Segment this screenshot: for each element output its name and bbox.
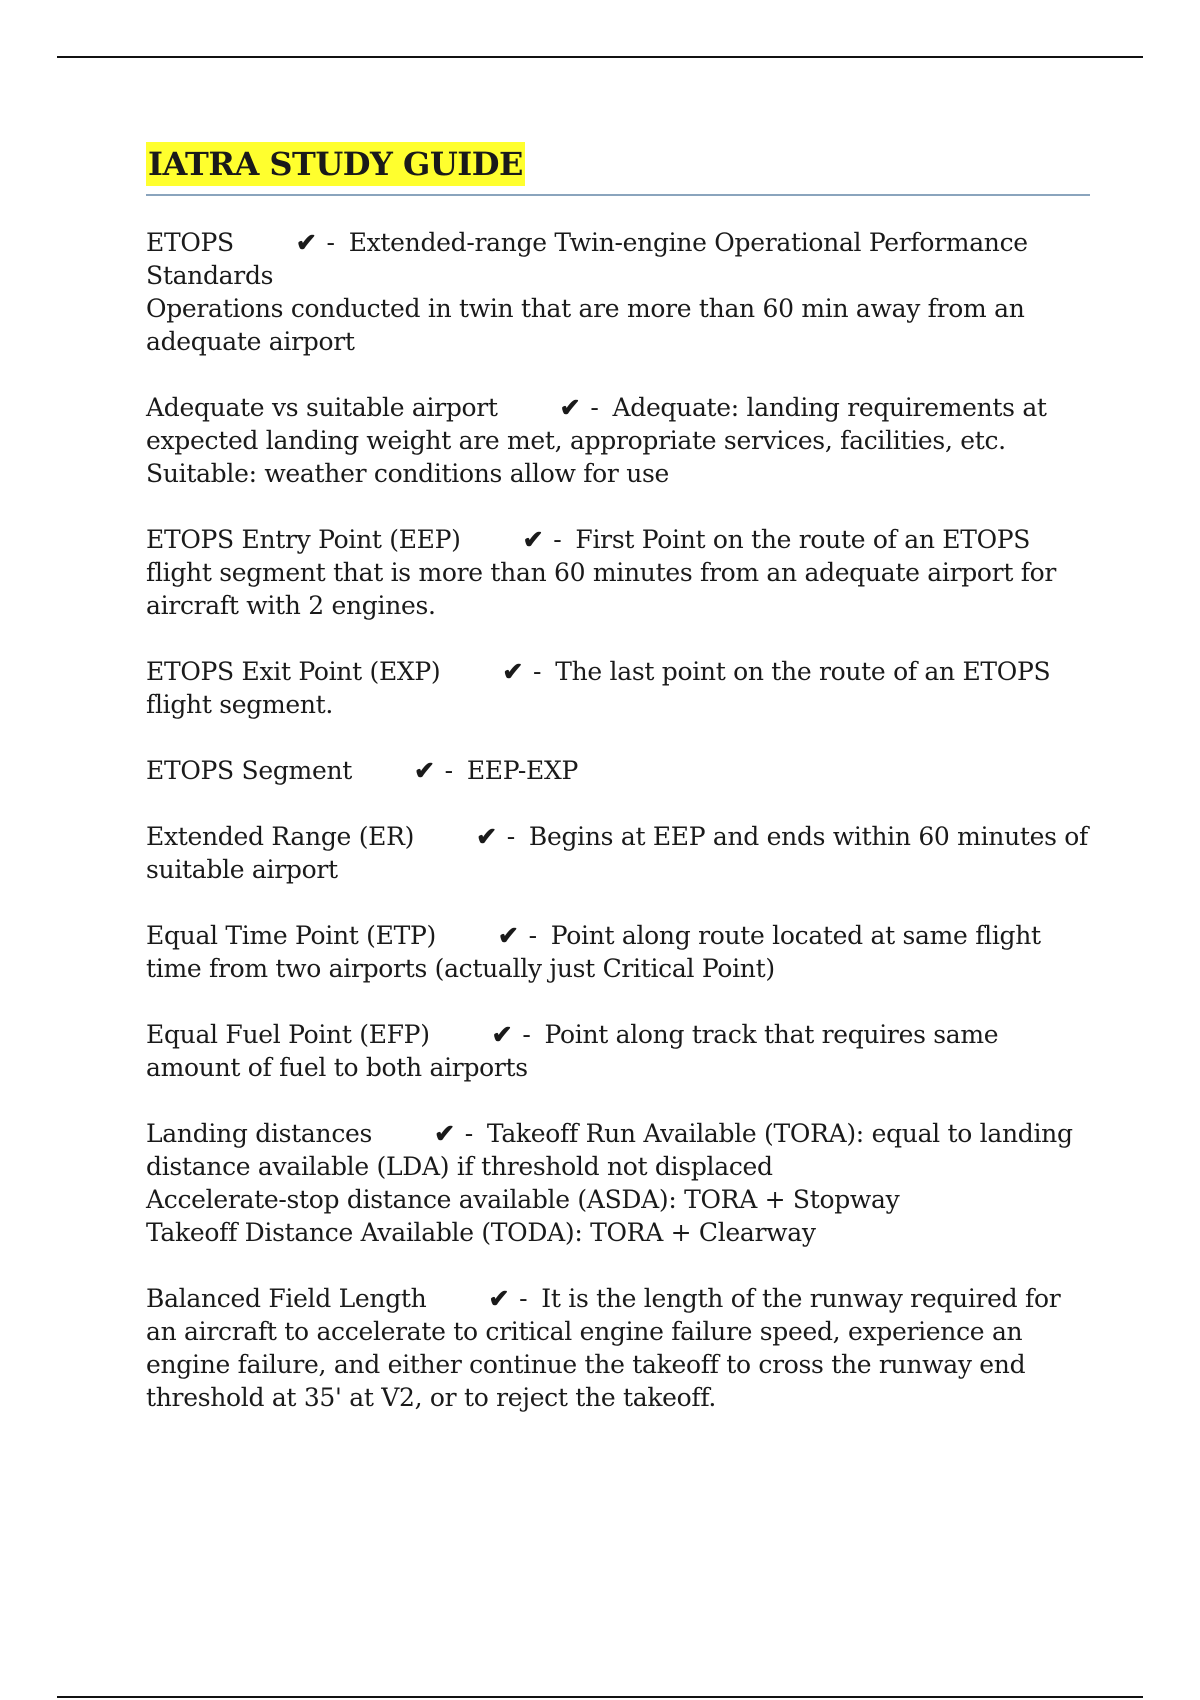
entry-term: Extended Range (ER) — [146, 822, 415, 851]
checkmark-icon: ✔ — [414, 756, 435, 785]
dash-symbol: - — [506, 822, 515, 851]
entry-term: Adequate vs suitable airport — [146, 393, 498, 422]
dash-symbol: - — [533, 657, 542, 686]
dash-symbol: - — [522, 1020, 531, 1049]
entry-definition: First Point on the route of an ETOPS flight segment that is more than 60 minutes from an adequate airport for aircraft with 2 engines. — [146, 525, 1057, 620]
glossary-entry — [146, 754, 1090, 787]
checkmark-icon: ✔ — [488, 1284, 510, 1313]
dash-symbol: - — [519, 1284, 528, 1313]
dash-symbol: - — [553, 525, 562, 554]
document-body — [146, 142, 1090, 1447]
entry-definition: Takeoff Run Available (TORA): equal to landing distance available (LDA) if threshold not displaced — [146, 1119, 1073, 1181]
checkmark-icon: ✔ — [559, 393, 581, 422]
entry-separator — [414, 754, 453, 787]
checkmark-icon: ✔ — [434, 1119, 455, 1148]
document-title: IATRA STUDY GUIDE — [146, 142, 525, 186]
checkmark-icon: ✔ — [491, 1020, 513, 1049]
entry-definition: Point along track that requires same amount of fuel to both airports — [146, 1020, 999, 1082]
entry-term: ETOPS Entry Point (EEP) — [146, 525, 461, 554]
entry-term: ETOPS — [146, 228, 234, 257]
entry-definition: Begins at EEP and ends within 60 minutes of suitable airport — [146, 822, 1089, 884]
entry-term: ETOPS Segment — [146, 756, 352, 785]
entry-definition: EEP-EXP — [466, 756, 578, 785]
dash-symbol: - — [590, 393, 599, 422]
glossary-entry — [146, 1282, 1090, 1414]
entry-definition: Adequate: landing requirements at expected landing weight are met, appropriate services, facilities, etc. — [146, 393, 1047, 455]
glossary-entry — [146, 226, 1090, 358]
entry-term: Equal Fuel Point (EFP) — [146, 1020, 430, 1049]
entry-definition: Extended-range Twin-engine Operational Performance Standards — [146, 228, 1028, 290]
entry-definition-line: Takeoff Distance Available (TODA): TORA + Clearway — [146, 1218, 816, 1247]
glossary-entry — [146, 655, 1090, 721]
entry-definition-line: Operations conducted in twin that are more than 60 min away from an adequate airport — [146, 294, 1025, 356]
entry-definition: It is the length of the runway required for an aircraft to accelerate to critical engine failure speed, experience an engine failure, and either continue the takeoff to cross the runway end threshold at 35' at V2, or to reject the takeoff. — [146, 1284, 1061, 1412]
page-bottom-rule — [57, 1696, 1143, 1698]
glossary-entry — [146, 820, 1090, 886]
entry-term: Equal Time Point (ETP) — [146, 921, 436, 950]
entry-separator — [502, 655, 541, 688]
entry-definition: Point along route located at same flight time from two airports (actually just Critical Point) — [146, 921, 1041, 983]
dash-symbol: - — [464, 1119, 473, 1148]
entries-list — [146, 226, 1090, 1414]
entry-separator — [476, 820, 515, 853]
entry-definition-line: Accelerate-stop distance available (ASDA): TORA + Stopway — [146, 1185, 900, 1214]
checkmark-icon: ✔ — [497, 921, 519, 950]
glossary-entry — [146, 391, 1090, 490]
checkmark-icon: ✔ — [295, 228, 317, 257]
glossary-entry — [146, 919, 1090, 985]
entry-term: ETOPS Exit Point (EXP) — [146, 657, 441, 686]
checkmark-icon: ✔ — [476, 822, 497, 851]
dash-symbol: - — [326, 228, 335, 257]
entry-term: Balanced Field Length — [146, 1284, 427, 1313]
entry-separator — [498, 919, 537, 952]
checkmark-icon: ✔ — [522, 525, 544, 554]
dash-symbol: - — [528, 921, 537, 950]
entry-separator — [560, 391, 599, 424]
glossary-entry — [146, 1018, 1090, 1084]
entry-term: Landing distances — [146, 1119, 373, 1148]
entry-separator — [296, 226, 335, 259]
entry-definition-line: Suitable: weather conditions allow for use — [146, 459, 670, 488]
entry-separator — [492, 1018, 531, 1051]
page-top-rule — [57, 56, 1143, 58]
title-block — [146, 142, 1090, 196]
dash-symbol: - — [444, 756, 453, 785]
entry-separator — [488, 1282, 527, 1315]
entry-definition: The last point on the route of an ETOPS flight segment. — [146, 657, 1051, 719]
checkmark-icon: ✔ — [502, 657, 524, 686]
entry-separator — [434, 1117, 473, 1150]
glossary-entry — [146, 1117, 1090, 1249]
entry-separator — [523, 523, 562, 556]
glossary-entry — [146, 523, 1090, 622]
